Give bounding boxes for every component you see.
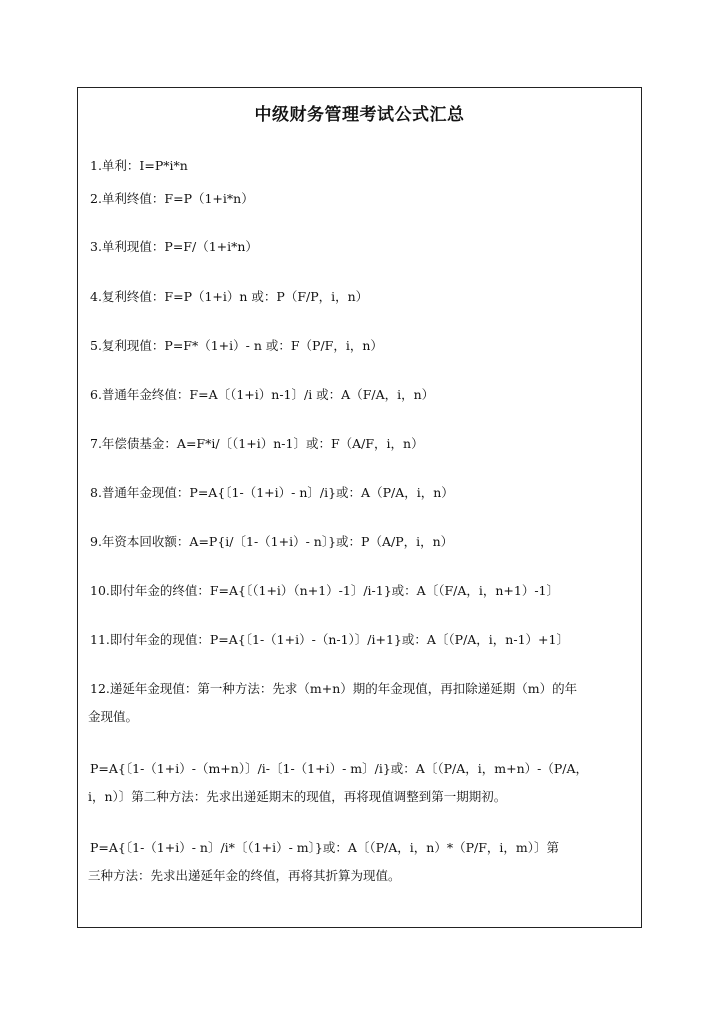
formula-paragraph-12 [88, 675, 631, 731]
formula-paragraph-13 [88, 755, 631, 811]
formula-paragraph-14 [88, 834, 631, 890]
formula-line-6: 6.普通年金终值：F=A〔（1+i）n-1〕/i 或：A（F/A，i，n） [90, 387, 435, 402]
formula-line-8: 8.普通年金现值：P=A{〔1-（1+i）- n〕/i}或：A（P/A，i，n） [90, 485, 454, 500]
formula-line-3: 3.单利现值：P=F/（1+i*n） [90, 239, 258, 254]
formula-line-10: 10.即付年金的终值：F=A{〔（1+i）（n+1）-1〕/i-1}或：A〔（F/A，i，n+1）-1〕 [90, 583, 560, 598]
formula-line-9: 9.年资本回收额：A=P{i/〔1-（1+i）- n〕}或：P（A/P，i，n） [90, 534, 454, 549]
formula-line-4: 4.复利终值：F=P（1+i）n 或：P（F/P，i，n） [90, 289, 369, 304]
formula-paragraph-13-line-1: P=A{〔1-（1+i）-（m+n）〕/i-〔1-（1+i）- m〕/i}或：A〔（P/A，i，m+n）-（P/A， [90, 761, 588, 776]
formula-paragraph-12-line-2: 金现值。 [88, 709, 139, 724]
formula-paragraph-13-line-2: i，n）〕第二种方法：先求出递延期末的现值，再将现值调整到第一期期初。 [88, 789, 507, 804]
formula-line-1: 1.单利：I=P*i*n [90, 158, 188, 173]
formula-paragraph-14-line-1: P=A{〔1-（1+i）- n〕/i*〔（1+i）- m〕}或：A〔（P/A，i，n）*（P/F，i，m）〕第 [90, 840, 559, 855]
formula-line-7: 7.年偿债基金：A=F*i/〔（1+i）n-1〕或：F（A/F，i，n） [90, 436, 424, 451]
formula-line-11: 11.即付年金的现值：P=A{〔1-（1+i）-（n-1）〕/i+1}或：A〔（P/A，i，n-1）+1〕 [90, 632, 569, 647]
document-title: 中级财务管理考试公式汇总 [254, 105, 465, 125]
formula-line-2: 2.单利终值：F=P（1+i*n） [90, 191, 254, 206]
formula-paragraph-12-line-1: 12.递延年金现值：第一种方法：先求（m+n）期的年金现值，再扣除递延期（m）的年 [90, 681, 578, 696]
formula-line-5: 5.复利现值：P=F*（1+i）- n 或：F（P/F，i，n） [90, 338, 383, 353]
formula-table-frame [77, 87, 642, 928]
formula-paragraph-14-line-2: 三种方法：先求出递延年金的终值，再将其折算为现值。 [88, 868, 401, 883]
